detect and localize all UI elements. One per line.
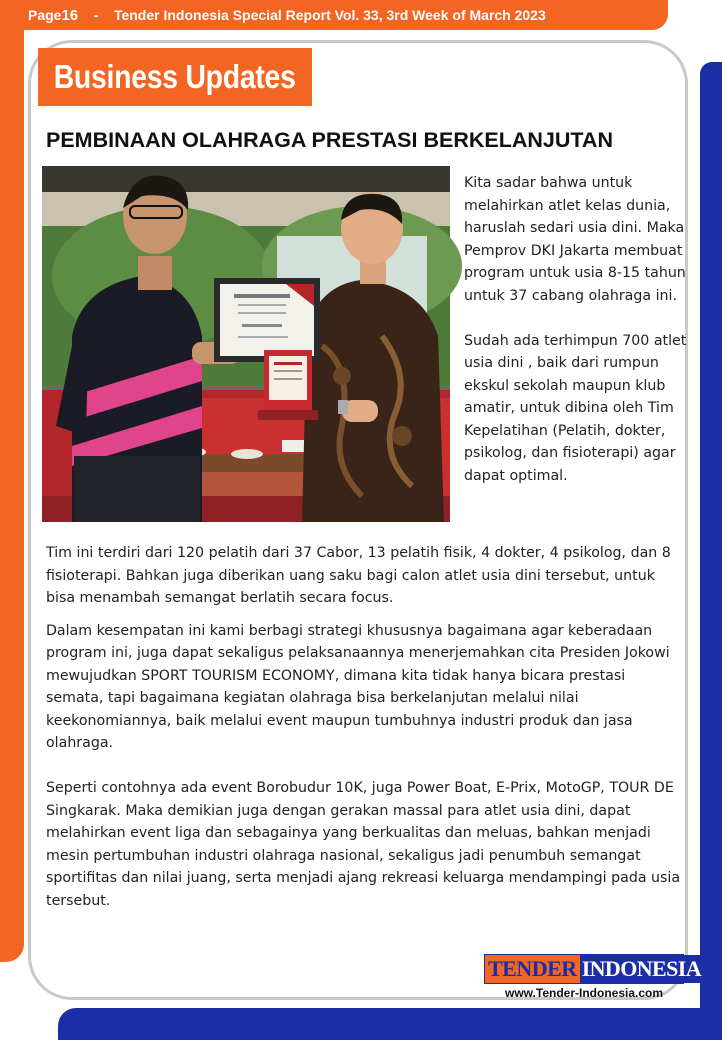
article-title: PEMBINAAN OLAHRAGA PRESTASI BERKELANJUTAN: [46, 128, 613, 152]
logo-word-tender: TENDER: [485, 955, 580, 983]
page-number: 16: [61, 7, 79, 24]
header-separator: -: [93, 7, 99, 23]
right-blue-strip: [700, 62, 722, 1022]
tender-indonesia-logo: [484, 954, 701, 1000]
body-paragraph: Dalam kesempatan ini kami berbagi strategi khususnya bagaimana agar keberadaan program ini, juga dapat sekaligus pelaksanaannya menerjemahkan cita Presiden Jokowi mewujudkan SPORT TOURISM ECONOMY, dimana kita tidak hanya bicara prestasi semata, tapi bagaimana kegiatan olahraga bisa berkelanjutan melalui nilai keekonomiannya, baik melalui event maupun tumbuhnya industri produk dan jasa olahraga.: [46, 622, 670, 751]
logo-word-indonesia: INDONESIA: [581, 956, 701, 981]
logo-wordmark: [484, 954, 701, 984]
website-url[interactable]: www.Tender-Indonesia.com: [504, 986, 664, 1000]
award-ceremony-illustration: [42, 166, 450, 522]
side-column-text: [464, 172, 690, 487]
body-paragraph: Tim ini terdiri dari 120 pelatih dari 37 Cabor, 13 pelatih fisik, 4 dokter, 4 psikolog, dan 8 fisioterapi. Bahkan juga diberikan uang saku bagi calon atlet usia dini tersebut, untuk bisa menambah semangat berlatih secara focus.: [46, 545, 671, 606]
section-label: [38, 48, 312, 106]
section-label-text: Business Updates: [54, 58, 296, 95]
article-body: [46, 542, 682, 912]
page-label: Page: [28, 7, 62, 23]
bottom-blue-strip: [58, 1008, 722, 1040]
page-header: [28, 7, 546, 24]
side-paragraph: Kita sadar bahwa untuk melahirkan atlet kelas dunia, haruslah sedari usia dini. Maka Pemprov DKI Jakarta membuat program untuk usia 8-15 tahun untuk 37 cabang olahraga ini.: [464, 175, 686, 304]
left-orange-strip: [0, 0, 24, 962]
publication-title: Tender Indonesia Special Report Vol. 33, 3rd Week of March 2023: [113, 7, 546, 23]
side-paragraph: Sudah ada terhimpun 700 atlet usia dini , baik dari rumpun ekskul sekolah maupun klub amatir, untuk dibina oleh Tim Kepelatihan (Pelatih, dokter, psikolog, dan fisioterapi) agar dapat optimal.: [464, 332, 687, 484]
body-paragraph: Seperti contohnya ada event Borobudur 10K, juga Power Boat, E-Prix, MotoGP, TOUR DE Singkarak. Maka demikian juga dengan gerakan massal para atlet usia dini, dapat melahirkan event liga dan sebagainya yang berkualitas dan meluas, bahkan menjadi mesin pertumbuhan industri olahraga nasional, sekaligus jadi penumbuh semangat sportifitas dan nilai juang, serta menjadi ajang rekreasi keluarga mendampingi pada usia tersebut.: [46, 780, 681, 909]
article-photo: [42, 166, 450, 522]
